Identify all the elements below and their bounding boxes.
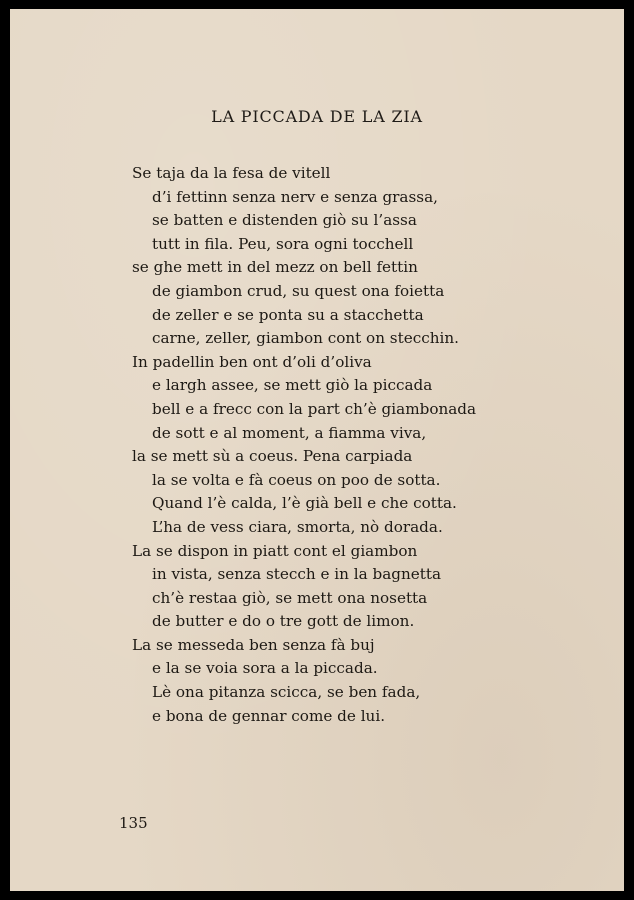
- poem-line: de giambon crud, su quest ona foietta: [152, 281, 445, 300]
- poem-line: tutt in fila. Peu, sora ogni tocchell: [152, 234, 414, 253]
- poem-line: Quand l’è calda, l’è già bell e che cotta.: [152, 494, 457, 513]
- poem-line: e largh assee, se mett giò la piccada: [152, 376, 433, 395]
- page-number: 135: [119, 814, 148, 832]
- poem-line: carne, zeller, giambon cont on stecchin.: [152, 329, 459, 348]
- poem-line: bell e a frecc con la part ch’è giambonada: [152, 399, 477, 418]
- poem-line: se ghe mett in del mezz on bell fettin: [132, 258, 418, 277]
- poem-line: in vista, senza stecch e in la bagnetta: [152, 565, 442, 584]
- poem-line: e la se voia sora a la piccada.: [152, 659, 378, 678]
- poem-line: de zeller e se ponta su a stacchetta: [152, 305, 424, 324]
- poem-line: L’ha de vess ciara, smorta, nò dorada.: [152, 517, 443, 536]
- poem-line: e bona de gennar come de lui.: [152, 706, 386, 725]
- poem-line: de sott e al moment, a fiamma viva,: [152, 423, 427, 442]
- book-page: [10, 9, 624, 891]
- poem-line: de butter e do o tre gott de limon.: [152, 612, 415, 631]
- poem-line: La se dispon in piatt cont el giambon: [132, 541, 418, 560]
- poem-line: Se taja da la fesa de vitell: [132, 164, 331, 182]
- poem-line: Lè ona pitanza scicca, se ben fada,: [152, 683, 421, 702]
- poem-body: [132, 162, 602, 728]
- poem-line: se batten e distenden giò su l’assa: [152, 211, 417, 230]
- poem-line: d’i fettinn senza nerv e senza grassa,: [152, 187, 438, 206]
- poem-title: LA PICCADA DE LA ZIA: [211, 107, 423, 126]
- poem-line: ch’è restaa giò, se mett ona nosetta: [152, 588, 428, 607]
- poem-line: La se messeda ben senza fà buj: [132, 635, 375, 654]
- poem-line: In padellin ben ont d’oli d’oliva: [132, 352, 372, 371]
- poem-line: la se volta e fà coeus on poo de sotta.: [152, 470, 441, 489]
- poem-line: la se mett sù a coeus. Pena carpiada: [132, 447, 413, 466]
